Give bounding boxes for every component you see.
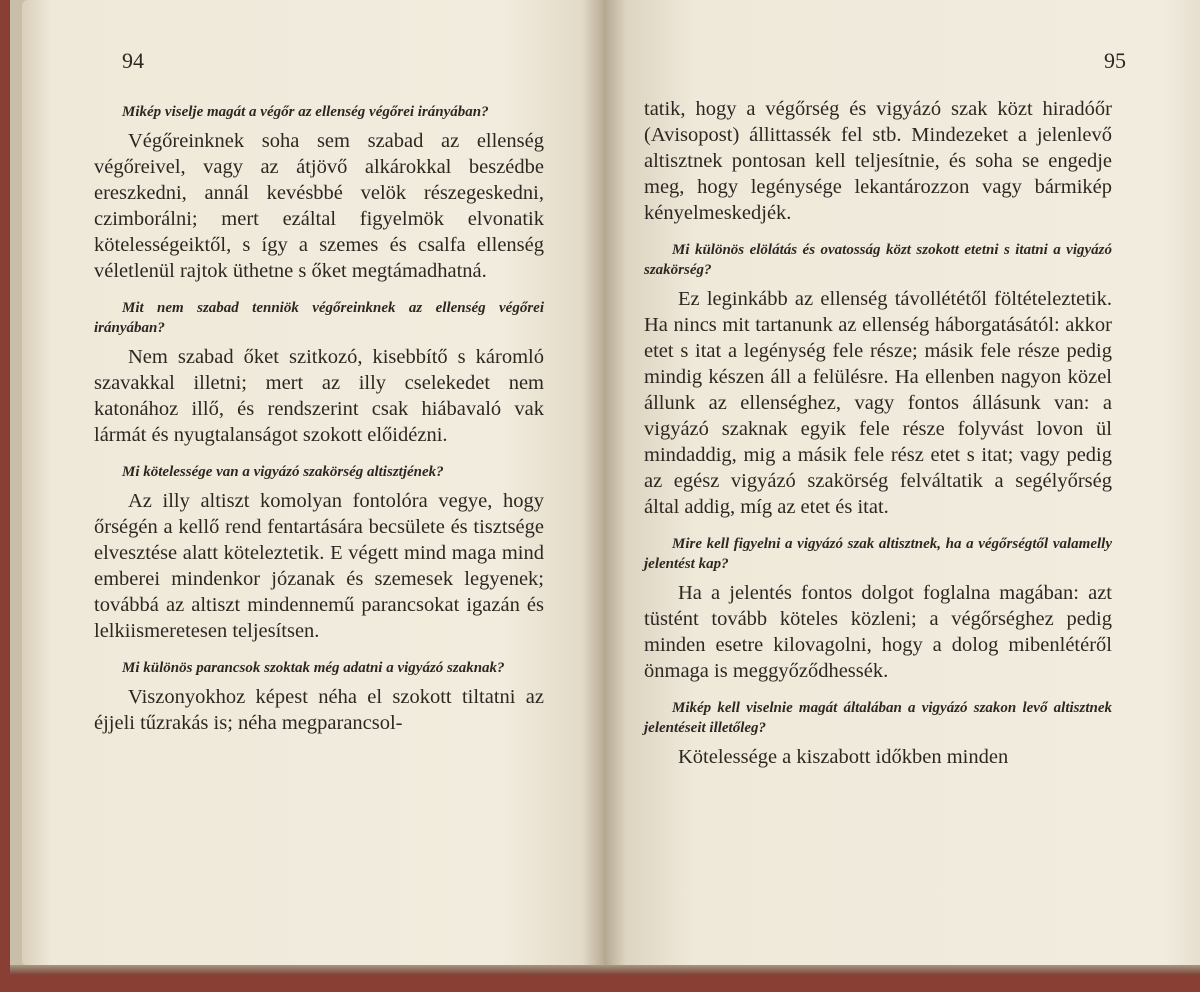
- page-text: [644, 96, 1112, 784]
- question-heading: Mi kötelessége van a vigyázó szakörség altisztjének?: [122, 464, 444, 480]
- left-page: [22, 0, 604, 965]
- continuation-paragraph: tatik, hogy a végőrség és vigyázó szak közt hiradóőr (Avisopost) állittassék fel stb. Mindezeket a jelenlevő altisztnek pontosan kell teljesítnie, és soha se engedje meg, hogy legénysége lekantározzon vagy bármikép kényelmeskedjék.: [644, 98, 1112, 224]
- answer-paragraph: Ez leginkább az ellenség távollététől föltételeztetik. Ha nincs mit tartanunk az ellenség háborgatásától: akkor etet s itat a legénység fele része; másik fele része pedig mindig készen áll a felülésre. Ha ellenben nagyon közel állunk az ellenséghez, vagy fontos állásunk van: a vigyázó szaknak egyik fele része folyvást lovon ül mindaddig, mig a másik fele rész etet s itat; vagy pedig az egész vigyázó szakörség felváltatik a segélyőrség által addig, míg az etet és itat.: [644, 288, 1112, 518]
- open-book: [10, 0, 1200, 975]
- question-heading: Mi különös elölátás és ovatosság közt szokott etetni s itatni a vigyázó szakörség?: [644, 242, 1112, 278]
- answer-paragraph: Végőreinknek soha sem szabad az ellenség végőreivel, vagy az átjövő alkárokkal beszédbe ereszkedni, annál kevésbbé velök részegeskedni, czimborálni; mert ezáltal figyelmök elvonatik kötelességeiktől, s így a szemes és csalfa ellenség véletlenül rajtok üthetne s őket megtámadhatná.: [94, 130, 544, 282]
- question-heading: Mikép viselje magát a végőr az ellenség végőrei irányában?: [122, 104, 489, 120]
- answer-paragraph: Ha a jelentés fontos dolgot foglalna magában: azt tüstént tovább köteles közleni; a végőrséghez pedig minden esetre kilovagolni, hogy a dolog mibenlétéről önmaga is meggyőződhessék.: [644, 582, 1112, 682]
- question-heading: Mit nem szabad tenniök végőreinknek az ellenség végőrei irányában?: [94, 300, 544, 336]
- book-bottom-edge: [10, 965, 1200, 975]
- question-heading: Mi különös parancsok szoktak még adatni a vigyázó szaknak?: [122, 660, 505, 676]
- answer-paragraph: Viszonyokhoz képest néha el szokott tiltatni az éjjeli tűzrakás is; néha megparancsol-: [94, 686, 544, 734]
- right-page: [604, 0, 1200, 965]
- answer-paragraph: Kötelessége a kiszabott időkben minden: [678, 746, 1009, 768]
- question-heading: Mikép kell viselnie magát általában a vigyázó szakon levő altisztnek jelentéseit illetőleg?: [644, 700, 1112, 736]
- question-heading: Mire kell figyelni a vigyázó szak altisztnek, ha a végőrségtől valamelly jelentést kap?: [644, 536, 1112, 572]
- answer-paragraph: Nem szabad őket szitkozó, kisebbítő s káromló szavakkal illetni; mert az illy cselekedet nem katonához illő, és rendszerint csak hiábavaló vak lármát és nyugtalanságot szokott előidézni.: [94, 346, 544, 446]
- page-number: 95: [1104, 48, 1126, 73]
- page-number: 94: [122, 48, 144, 73]
- answer-paragraph: Az illy altiszt komolyan fontolóra vegye, hogy őrségén a kellő rend fentartására becsülete és tisztsége elvesztése alatt köteleztetik. E végett mind maga mind emberei mindenkor józanak és szemesek legyenek; továbbá az altiszt mindennemű parancsokat igazán és lelkiismeretesen teljesítsen.: [94, 490, 544, 642]
- page-text: [94, 100, 544, 750]
